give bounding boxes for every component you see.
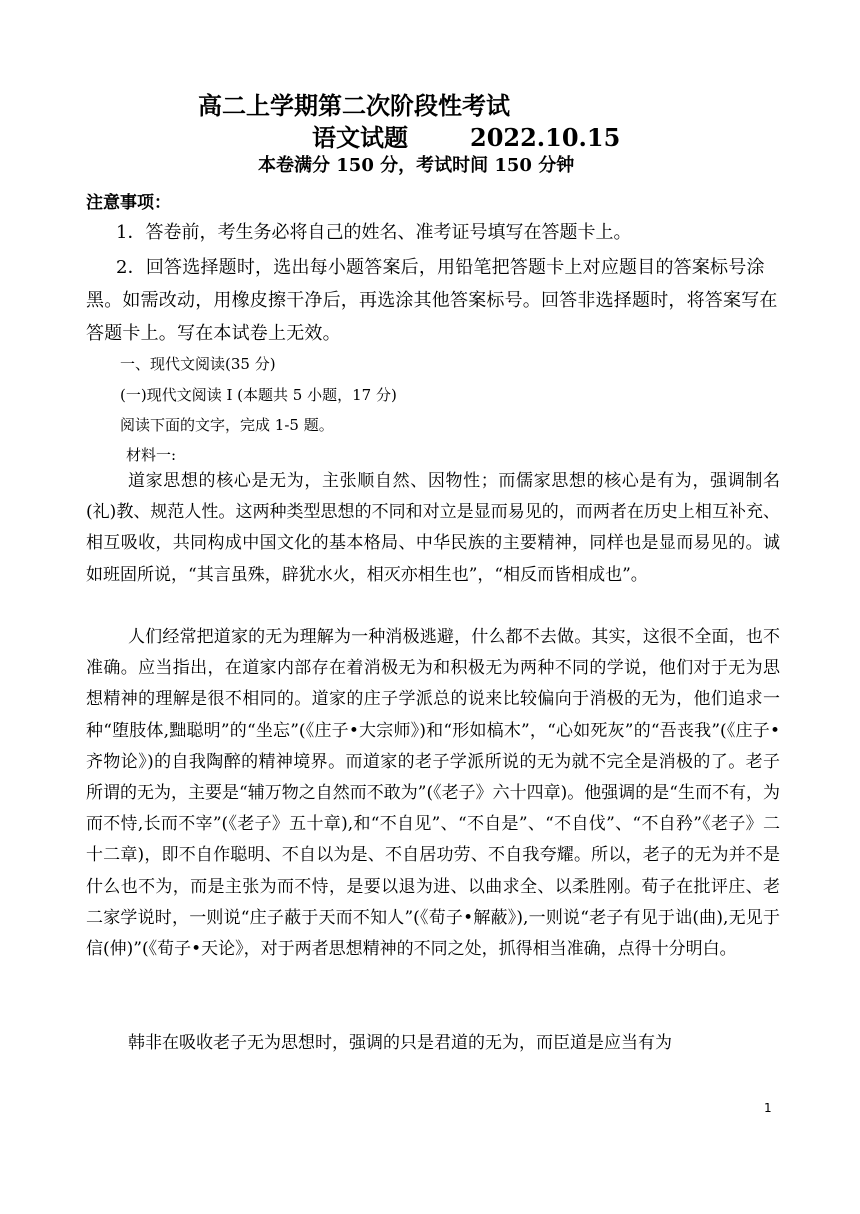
part-title: 一、现代文阅读(35 分): [120, 355, 276, 373]
subject-title: 语文试题: [312, 123, 408, 152]
subject-line: [312, 118, 620, 153]
exam-title: 高二上学期第二次阶段性考试: [198, 91, 510, 120]
passage-paragraph-2: [86, 622, 780, 965]
paragraph-text: 韩非在吸收老子无为思想时，强调的只是君道的无为，而臣道是应当有为: [128, 1033, 672, 1053]
notice-item-2: 2．回答选择题时，选出每小题答案后，用铅笔把答题卡上对应题目的答案标号涂黑。如需改动，用橡皮擦干净后，再选涂其他答案标号。回答非选择题时，将答案写在答题卡上。写在本试卷上无效。: [86, 257, 778, 344]
notice-item-1: 1．答卷前，考生务必将自己的姓名、准考证号填写在答题卡上。: [116, 222, 632, 243]
paragraph-text: 道家思想的核心是无为，主张顺自然、因物性；而儒家思想的核心是有为，强调制名(礼)教、规范人性。这两种类型思想的不同和对立是显而易见的，而两者在历史上相互补充、相互吸收，共同构成中国文化的基本格局、中华民族的主要精神，同样也是显而易见的。诚如班固所说，“其言虽殊，辟犹水火，相灭亦相生也”，“相反而皆相成也”。: [86, 471, 780, 585]
passage-paragraph-1: [86, 466, 780, 591]
reading-instruction: 阅读下面的文字，完成 1-5 题。: [120, 416, 334, 434]
exam-date: 2022.10.15: [470, 123, 621, 152]
exam-info: 本卷满分 150 分，考试时间 150 分钟: [258, 155, 575, 176]
passage-paragraph-3: [86, 1028, 780, 1059]
material-label: 材料一:: [126, 446, 177, 464]
sub-section-title: (一)现代文阅读 I (本题共 5 小题，17 分): [120, 386, 397, 404]
page-number: 1: [764, 1101, 772, 1115]
notice-heading: 注意事项：: [86, 193, 171, 213]
paragraph-text: 人们经常把道家的无为理解为一种消极逃避，什么都不去做。其实，这很不全面，也不准确。应当指出，在道家内部存在着消极无为和积极无为两种不同的学说，他们对于无为思想精神的理解是很不相同的。道家的庄子学派总的说来比较偏向于消极的无为，他们追求一种“堕肢体,黜聪明”的“坐忘”(《庄子•大宗师》)和“形如槁木”，“心如死灰”的“吾丧我”(《庄子•齐物论》)的自我陶醉的精神境界。而道家的老子学派所说的无为就不完全是消极的了。老子所谓的无为，主要是“辅万物之自然而不敢为”(《老子》六十四章)。他强调的是“生而不有，为而不恃,长而不宰”(《老子》五十章),和“不自见”、“不自是”、“不自伐”、“不自矜”《老子》二十二章)，即不自作聪明、不自以为是、不自居功劳、不自我夸耀。所以，老子的无为并不是什么也不为，而是主张为而不恃，是要以退为进、以曲求全、以柔胜刚。荀子在批评庄、老二家学说时，一则说“庄子蔽于天而不知人”(《荀子•解蔽》),一则说“老子有见于诎(曲),无见于信(伸)”(《荀子•天论》，对于两者思想精神的不同之处，抓得相当准确，点得十分明白。: [86, 627, 780, 960]
